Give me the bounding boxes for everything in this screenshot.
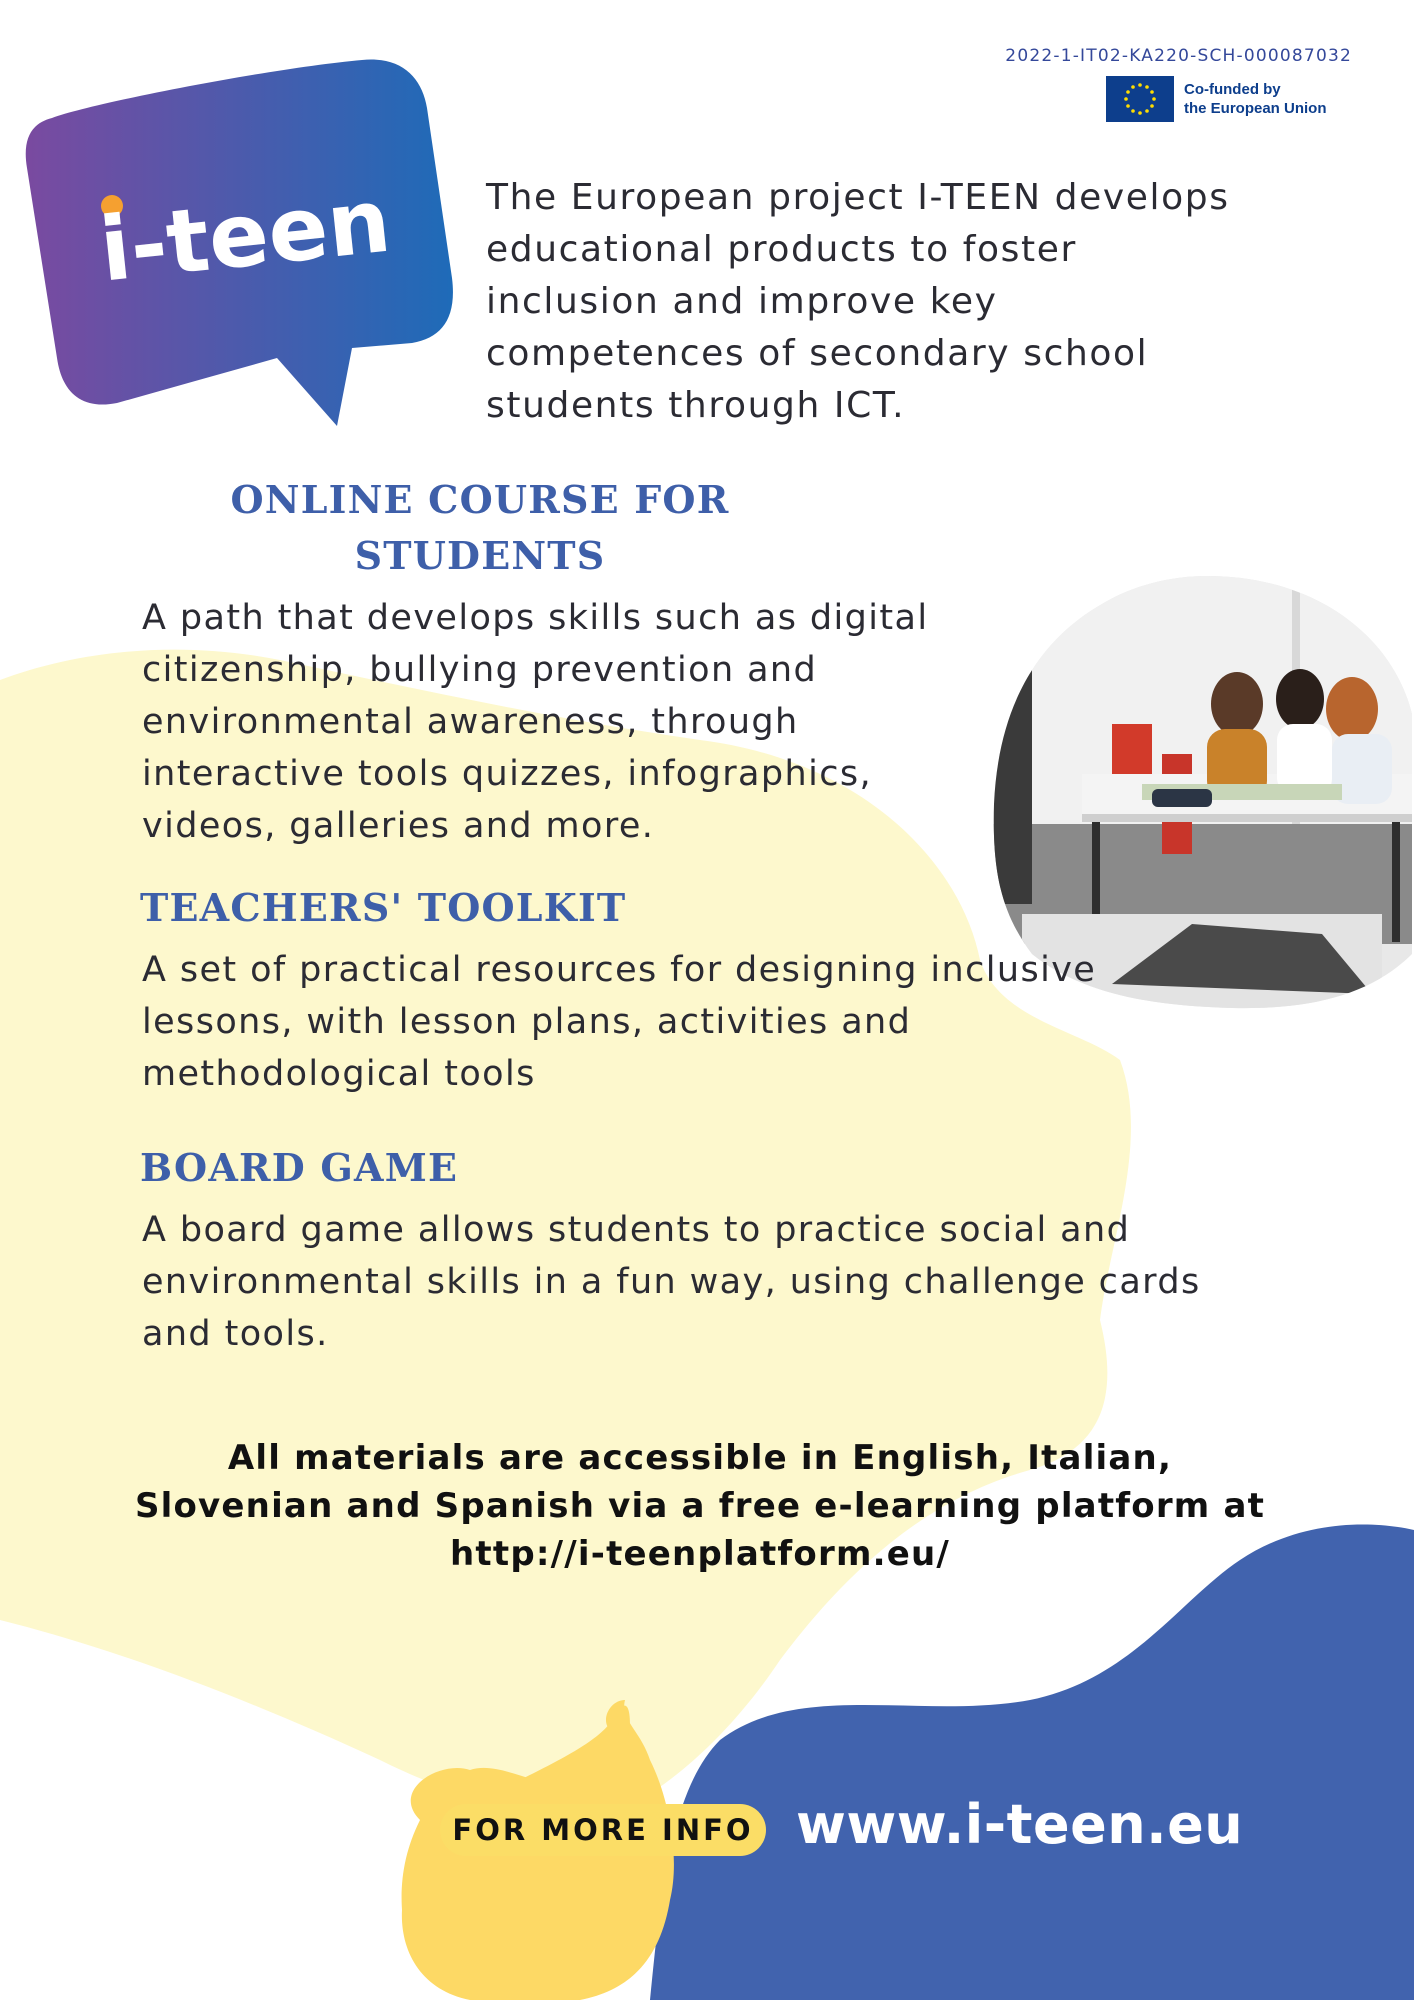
intro-paragraph: The European project I-TEEN develops educational products to foster inclusion and improve key competences of secondary school students through ICT. — [486, 177, 1230, 426]
section-heading-online-course: ONLINE COURSE FOR STUDENTS — [230, 477, 730, 578]
eu-cofunded-line-1: Co-funded by — [1184, 81, 1281, 98]
more-info-label: FOR MORE INFO — [452, 1813, 754, 1847]
website-link[interactable]: www.i-teen.eu — [796, 1793, 1244, 1856]
eu-flag-icon — [1106, 76, 1174, 122]
eu-cofunded-label — [1184, 80, 1327, 118]
section-text-online-course: A path that develops skills such as digital citizenship, bullying prevention and environmental awareness, through interactive tools quizzes, infographics, videos, galleries and more. — [142, 598, 929, 846]
accessibility-note: All materials are accessible in English, Italian, Slovenian and Spanish via a free e-learning platform at http://i-teenplatform.eu/ — [134, 1438, 1266, 1574]
section-heading-board-game: BOARD GAME — [140, 1145, 459, 1190]
section-heading-teachers-toolkit: TEACHERS' TOOLKIT — [140, 885, 627, 930]
section-text-teachers-toolkit: A set of practical resources for designing inclusive lessons, with lesson plans, activities and methodological tools — [142, 950, 1097, 1094]
eu-cofunded-line-2: the European Union — [1184, 100, 1327, 117]
eu-cofunded-badge — [1106, 76, 1352, 124]
grant-code: 2022-1-IT02-KA220-SCH-000087032 — [1005, 46, 1352, 66]
speech-bubble-logo-icon — [22, 58, 462, 428]
section-text-board-game: A board game allows students to practice social and environmental skills in a fun way, using challenge cards and tools. — [142, 1210, 1201, 1354]
logo-text: i-teen — [95, 168, 396, 302]
